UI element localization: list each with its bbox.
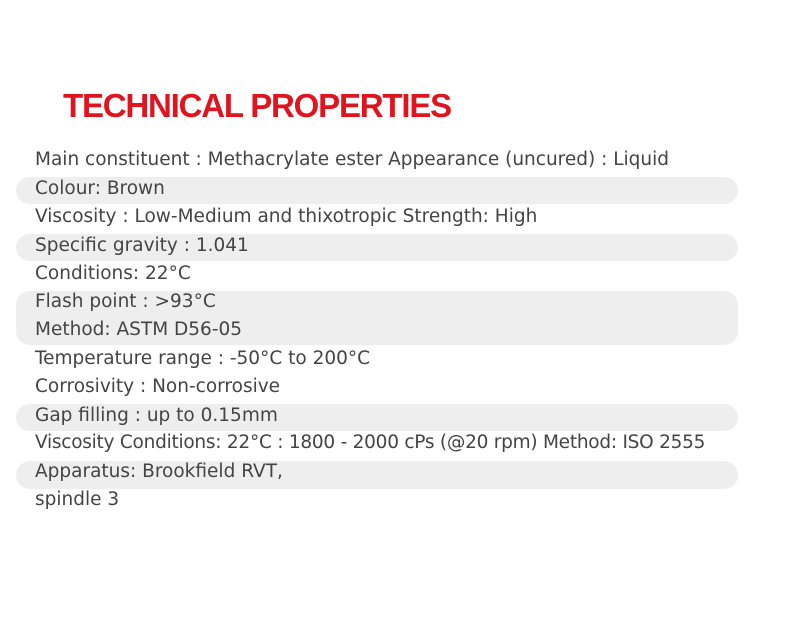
property-line: Corrosivity : Non-corrosive bbox=[35, 376, 281, 397]
property-line: spindle 3 bbox=[35, 489, 120, 510]
section-title: TECHNICAL PROPERTIES bbox=[63, 87, 451, 124]
property-line: Gap filling : up to 0.15mm bbox=[35, 405, 278, 426]
property-line: Flash point : >93°C bbox=[35, 291, 216, 312]
property-line: Main constituent : Methacrylate ester Appearance (uncured) : Liquid bbox=[35, 149, 670, 170]
property-line: Colour: Brown bbox=[35, 178, 165, 199]
property-line: Viscosity : Low-Medium and thixotropic Strength: High bbox=[35, 206, 538, 227]
property-line: Apparatus: Brookfield RVT, bbox=[35, 461, 283, 482]
property-line: Method: ASTM D56-05 bbox=[35, 319, 243, 340]
property-line: Temperature range : -50°C to 200°C bbox=[35, 348, 371, 369]
property-line: Viscosity Conditions: 22°C : 1800 - 2000 cPs (@20 rpm) Method: ISO 2555 bbox=[35, 432, 706, 453]
property-line: Conditions: 22°C bbox=[35, 263, 191, 284]
property-line: Specific gravity : 1.041 bbox=[35, 235, 249, 256]
